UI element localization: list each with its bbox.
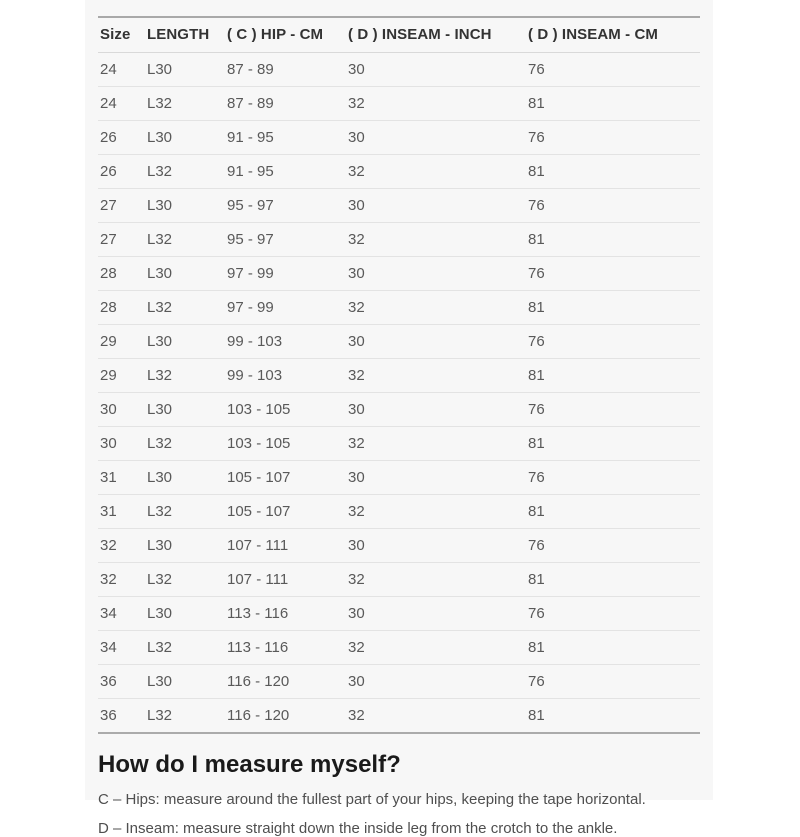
table-cell: 116 - 120 bbox=[227, 707, 290, 724]
table-cell: 95 - 97 bbox=[227, 231, 274, 248]
table-cell: 26 bbox=[100, 163, 117, 180]
measure-section-heading: How do I measure myself? bbox=[98, 751, 401, 778]
table-cell: 76 bbox=[528, 401, 545, 418]
table-row bbox=[98, 87, 700, 121]
table-cell: 32 bbox=[348, 639, 365, 656]
table-cell: 103 - 105 bbox=[227, 435, 291, 452]
table-cell: 91 - 95 bbox=[227, 129, 274, 146]
table-cell: 76 bbox=[528, 673, 545, 690]
table-cell: 91 - 95 bbox=[227, 163, 274, 180]
table-cell: 76 bbox=[528, 469, 545, 486]
table-cell: 29 bbox=[100, 367, 117, 384]
table-cell: 30 bbox=[348, 265, 365, 282]
table-row bbox=[98, 699, 700, 734]
table-cell: L32 bbox=[147, 231, 173, 248]
table-cell: 36 bbox=[100, 707, 117, 724]
measure-note-hips: C – Hips: measure around the fullest part of your hips, keeping the tape horizontal. bbox=[98, 791, 646, 808]
column-header: ( D ) INSEAM - CM bbox=[528, 26, 659, 43]
table-row bbox=[98, 461, 700, 495]
table-cell: 32 bbox=[348, 367, 365, 384]
table-cell: 32 bbox=[348, 95, 365, 112]
size-chart-table bbox=[98, 16, 700, 734]
table-cell: 81 bbox=[528, 571, 545, 588]
table-cell: 81 bbox=[528, 367, 545, 384]
table-cell: 81 bbox=[528, 639, 545, 656]
table-cell: 31 bbox=[100, 503, 117, 520]
table-cell: L32 bbox=[147, 503, 173, 520]
table-cell: 81 bbox=[528, 231, 545, 248]
table-cell: 30 bbox=[348, 61, 365, 78]
table-cell: 113 - 116 bbox=[227, 639, 289, 656]
table-cell: 29 bbox=[100, 333, 117, 350]
table-cell: 105 - 107 bbox=[227, 469, 291, 486]
table-cell: 30 bbox=[100, 401, 117, 418]
table-cell: 30 bbox=[348, 197, 365, 214]
table-cell: 81 bbox=[528, 95, 545, 112]
table-cell: 24 bbox=[100, 61, 117, 78]
table-row bbox=[98, 189, 700, 223]
table-cell: 30 bbox=[348, 469, 365, 486]
table-cell: 32 bbox=[100, 537, 117, 554]
table-cell: 27 bbox=[100, 197, 117, 214]
table-cell: 103 - 105 bbox=[227, 401, 291, 418]
table-cell: 32 bbox=[348, 435, 365, 452]
table-cell: 107 - 111 bbox=[227, 571, 289, 588]
column-header: ( D ) INSEAM - INCH bbox=[348, 26, 492, 43]
table-cell: L32 bbox=[147, 707, 173, 724]
table-cell: 28 bbox=[100, 299, 117, 316]
table-cell: 32 bbox=[348, 571, 365, 588]
table-cell: 76 bbox=[528, 197, 545, 214]
table-cell: L30 bbox=[147, 129, 173, 146]
table-cell: 87 - 89 bbox=[227, 95, 274, 112]
table-cell: 32 bbox=[348, 163, 365, 180]
table-row bbox=[98, 359, 700, 393]
table-cell: 26 bbox=[100, 129, 117, 146]
table-cell: 32 bbox=[348, 299, 365, 316]
measure-note-inseam: D – Inseam: measure straight down the inside leg from the crotch to the ankle. bbox=[98, 820, 618, 837]
table-cell: 97 - 99 bbox=[227, 265, 274, 282]
table-cell: 81 bbox=[528, 435, 545, 452]
size-chart-body bbox=[98, 53, 700, 734]
size-chart-header bbox=[98, 17, 700, 53]
table-cell: 107 - 111 bbox=[227, 537, 289, 554]
table-cell: 30 bbox=[348, 537, 365, 554]
table-cell: 81 bbox=[528, 707, 545, 724]
table-cell: 99 - 103 bbox=[227, 333, 283, 350]
table-cell: L30 bbox=[147, 401, 173, 418]
table-row bbox=[98, 563, 700, 597]
table-cell: L32 bbox=[147, 367, 173, 384]
table-cell: 116 - 120 bbox=[227, 673, 290, 690]
table-cell: 30 bbox=[348, 333, 365, 350]
table-cell: L30 bbox=[147, 673, 173, 690]
table-cell: 32 bbox=[348, 707, 365, 724]
table-cell: 30 bbox=[100, 435, 117, 452]
table-cell: 30 bbox=[348, 605, 365, 622]
table-cell: 76 bbox=[528, 129, 545, 146]
table-cell: 76 bbox=[528, 61, 545, 78]
table-row bbox=[98, 223, 700, 257]
table-cell: 30 bbox=[348, 401, 365, 418]
column-header: ( C ) HIP - CM bbox=[227, 26, 324, 43]
table-cell: 76 bbox=[528, 605, 545, 622]
table-cell: L32 bbox=[147, 299, 173, 316]
table-cell: L32 bbox=[147, 435, 173, 452]
table-cell: 97 - 99 bbox=[227, 299, 274, 316]
table-row bbox=[98, 427, 700, 461]
table-cell: 81 bbox=[528, 503, 545, 520]
column-header: Size bbox=[100, 26, 131, 43]
table-cell: L32 bbox=[147, 95, 173, 112]
table-cell: L30 bbox=[147, 605, 173, 622]
table-cell: 99 - 103 bbox=[227, 367, 283, 384]
table-cell: 76 bbox=[528, 265, 545, 282]
table-cell: 34 bbox=[100, 639, 117, 656]
header-row bbox=[98, 17, 700, 53]
table-row bbox=[98, 325, 700, 359]
table-cell: L30 bbox=[147, 469, 173, 486]
table-cell: 32 bbox=[100, 571, 117, 588]
table-cell: 81 bbox=[528, 163, 545, 180]
table-row bbox=[98, 121, 700, 155]
table-cell: 32 bbox=[348, 231, 365, 248]
table-cell: 28 bbox=[100, 265, 117, 282]
table-cell: 81 bbox=[528, 299, 545, 316]
table-row bbox=[98, 393, 700, 427]
table-row bbox=[98, 495, 700, 529]
table-row bbox=[98, 665, 700, 699]
table-row bbox=[98, 257, 700, 291]
table-cell: L30 bbox=[147, 333, 173, 350]
size-guide-panel bbox=[85, 0, 713, 837]
table-row bbox=[98, 597, 700, 631]
table-cell: 24 bbox=[100, 95, 117, 112]
table-cell: L32 bbox=[147, 163, 173, 180]
table-cell: L30 bbox=[147, 61, 173, 78]
table-cell: 105 - 107 bbox=[227, 503, 291, 520]
table-cell: 30 bbox=[348, 129, 365, 146]
table-cell: 76 bbox=[528, 333, 545, 350]
table-row bbox=[98, 53, 700, 87]
table-cell: L30 bbox=[147, 197, 173, 214]
table-cell: L30 bbox=[147, 265, 173, 282]
table-cell: 113 - 116 bbox=[227, 605, 289, 622]
table-cell: L32 bbox=[147, 571, 173, 588]
table-cell: 34 bbox=[100, 605, 117, 622]
table-row bbox=[98, 529, 700, 563]
table-cell: 36 bbox=[100, 673, 117, 690]
table-cell: 27 bbox=[100, 231, 117, 248]
table-row bbox=[98, 155, 700, 189]
table-cell: 32 bbox=[348, 503, 365, 520]
table-cell: 95 - 97 bbox=[227, 197, 274, 214]
table-cell: 76 bbox=[528, 537, 545, 554]
table-cell: 87 - 89 bbox=[227, 61, 274, 78]
table-row bbox=[98, 631, 700, 665]
column-header: LENGTH bbox=[147, 26, 210, 43]
table-cell: 31 bbox=[100, 469, 117, 486]
table-cell: L30 bbox=[147, 537, 173, 554]
table-cell: L32 bbox=[147, 639, 173, 656]
table-cell: 30 bbox=[348, 673, 365, 690]
table-row bbox=[98, 291, 700, 325]
